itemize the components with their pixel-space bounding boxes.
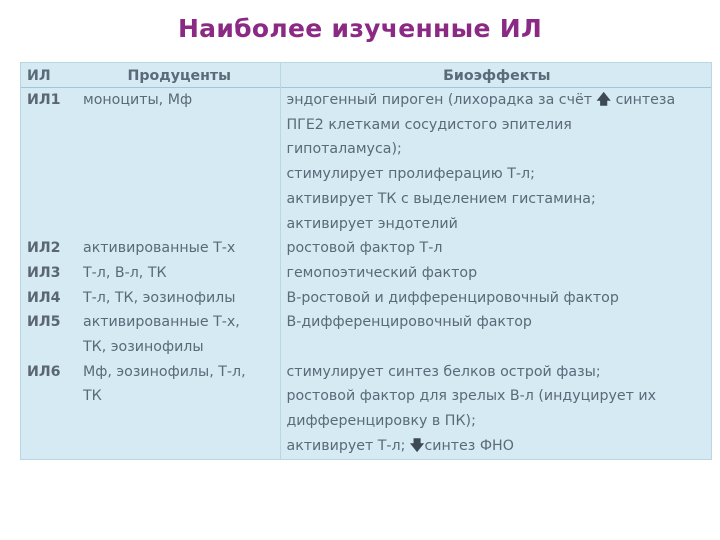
- header-il: ИЛ: [27, 68, 51, 84]
- effect-line: ростовой фактор Т-л: [286, 240, 443, 257]
- row-code: ИЛ6: [27, 363, 61, 380]
- row-producers: [77, 88, 280, 237]
- row-effects: [280, 310, 711, 359]
- effect-line: ростовой фактор для зрелых В-л (индуцирует их: [286, 388, 656, 405]
- table-row: [21, 236, 711, 261]
- arrow-up-icon: 🡅: [596, 92, 612, 108]
- header-producers: Продуценты: [127, 68, 231, 84]
- effect-line: [287, 88, 708, 113]
- row-effects: [280, 286, 711, 311]
- row-effects: [280, 360, 711, 459]
- effect-line: активирует эндотелий: [286, 215, 458, 232]
- interleukins-table: [20, 62, 712, 460]
- row-code: ИЛ5: [27, 314, 61, 331]
- row-code: ИЛ1: [27, 92, 61, 108]
- table-row: [21, 88, 711, 237]
- row-producers: [77, 310, 280, 359]
- row-code: ИЛ4: [27, 289, 61, 306]
- effect-line: В-дифференцировочный фактор: [286, 314, 532, 331]
- effect-line: ПГЕ2 клетками сосудистого эпителия: [286, 116, 572, 133]
- row-producers: [77, 286, 280, 311]
- effect-text: эндогенный пироген (лихорадка за счёт: [286, 92, 592, 108]
- producer-line: активированные Т-х,: [83, 314, 240, 331]
- effect-text: синтеза: [615, 92, 676, 108]
- effect-line: В-ростовой и дифференцировочный фактор: [286, 289, 619, 306]
- effect-line: [287, 434, 708, 459]
- producer-line: Т-л, ТК, эозинофилы: [83, 289, 236, 306]
- table-row: [21, 261, 711, 286]
- producer-line: моноциты, Мф: [83, 92, 193, 108]
- row-effects: [280, 88, 711, 237]
- table-row: [21, 360, 711, 459]
- producer-line: ТК: [83, 388, 102, 405]
- table-row: [21, 286, 711, 311]
- effect-line: активирует ТК с выделением гистамина;: [286, 190, 596, 207]
- row-code: ИЛ2: [27, 240, 61, 257]
- effect-text: синтез ФНО: [424, 437, 514, 454]
- producer-line: Мф, эозинофилы, Т-л,: [83, 363, 246, 380]
- effect-line: гипоталамуса);: [286, 141, 402, 158]
- producer-line: ТК, эозинофилы: [83, 339, 204, 356]
- row-producers: [77, 261, 280, 286]
- row-code: ИЛ3: [27, 264, 61, 281]
- arrow-down-icon: 🡇: [409, 437, 425, 454]
- effect-line: стимулирует синтез белков острой фазы;: [286, 363, 601, 380]
- effect-line: гемопоэтический фактор: [286, 264, 478, 281]
- row-producers: [77, 360, 280, 459]
- header-bioeffects: Биоэффекты: [280, 63, 711, 88]
- producer-line: Т-л, В-л, ТК: [83, 264, 167, 281]
- table-row: [21, 310, 711, 359]
- row-producers: [77, 236, 280, 261]
- page-title: Наиболее изученные ИЛ: [177, 14, 543, 43]
- effect-text: активирует Т-л;: [286, 437, 406, 454]
- producer-line: активированные Т-х: [83, 240, 236, 257]
- effect-line: стимулирует пролиферацию Т-л;: [286, 166, 535, 183]
- effect-line: дифференцировку в ПК);: [286, 413, 476, 430]
- row-effects: [280, 261, 711, 286]
- table-header-row: [21, 63, 711, 88]
- row-effects: [280, 236, 711, 261]
